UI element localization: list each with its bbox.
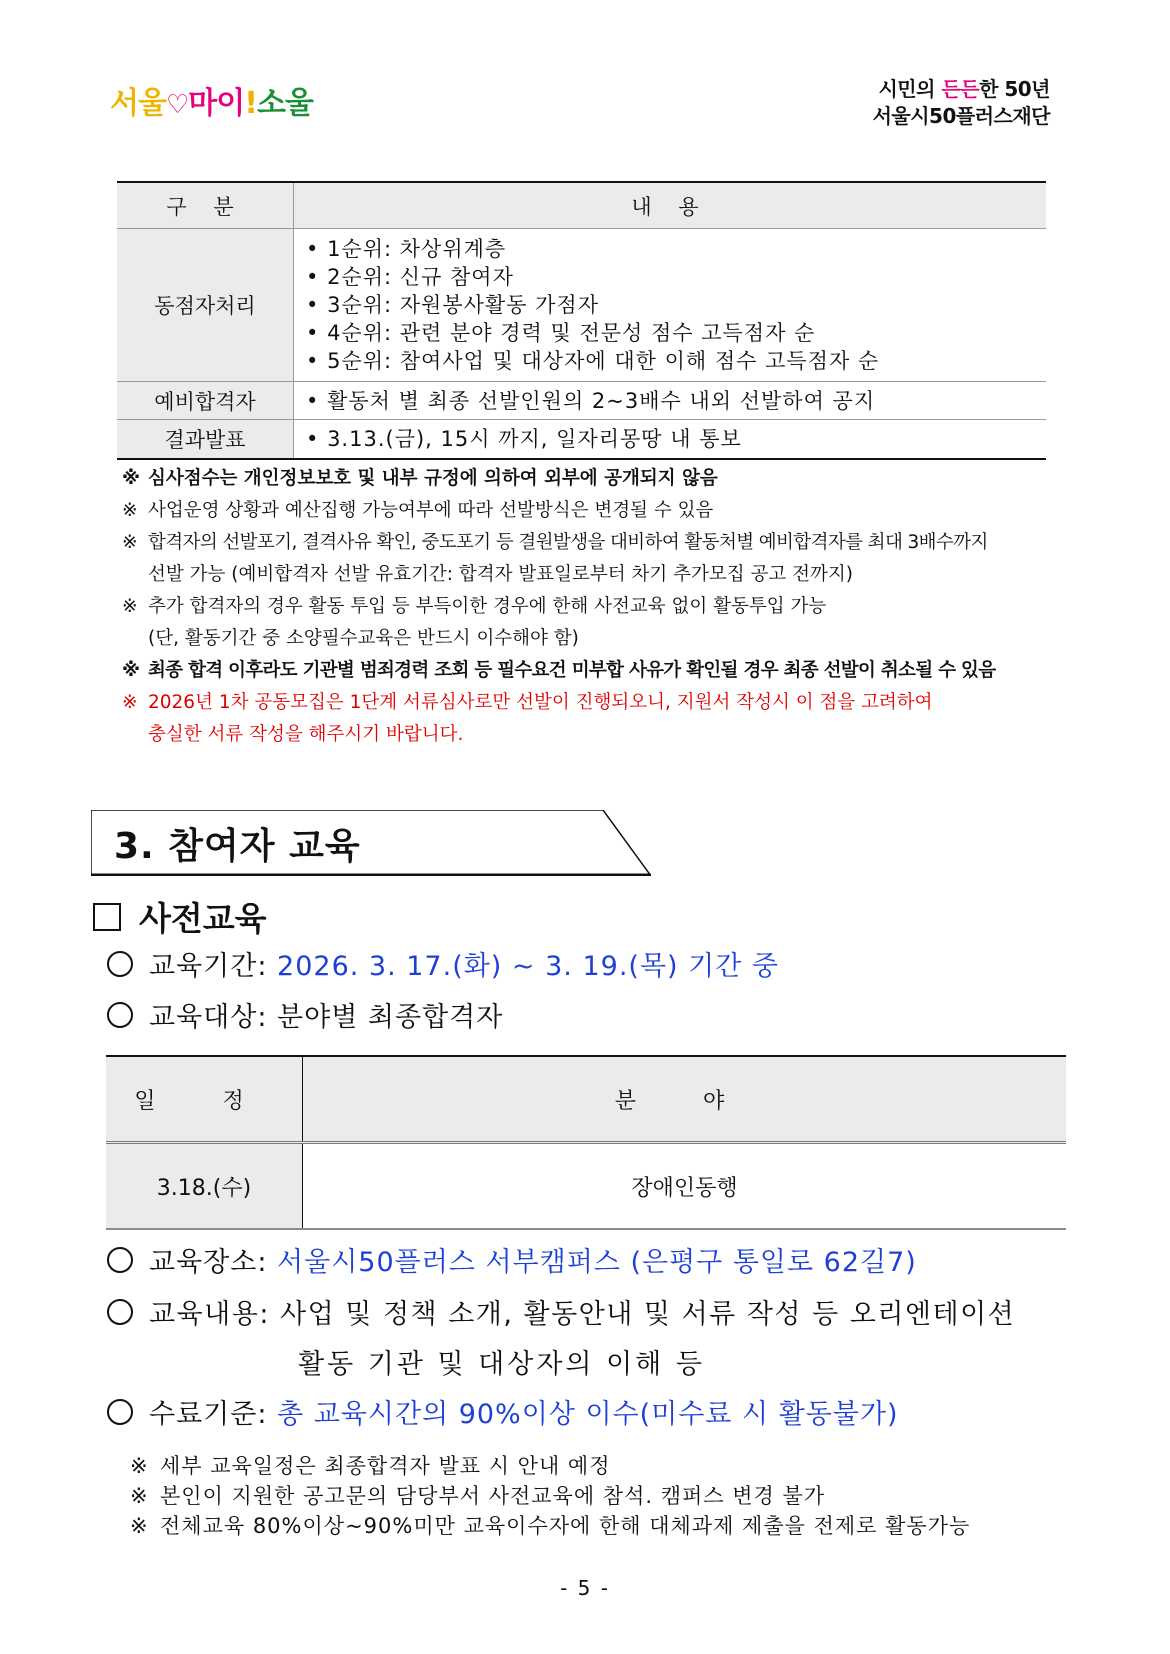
note-item: ※ 합격자의 선발포기, 결격사유 확인, 중도포기 등 결원발생을 대비하여 활동처별 예비합격자를 최대 3배수까지 선발 가능 (예비합격자 선발 유효기간: 합격자 발표일로부터 차기 추가모집 공고 전까지) (122, 532, 988, 585)
education-notes (130, 1451, 970, 1541)
education-place: 교육장소: 서울시50플러스 서부캠퍼스 (은평구 통일로 62길7) (107, 1240, 917, 1279)
section-title: 3. 참여자 교육 (114, 826, 361, 867)
schedule-field: 장애인동행 (303, 1143, 1067, 1230)
completion-criteria: 수료기준: 총 교육시간의 90%이상 이수(미수료 시 활동불가) (107, 1392, 899, 1431)
note-item: ※ 전체교육 80%이상~90%미만 교육이수자에 한해 대체과제 제출을 전제로 활동가능 (130, 1514, 971, 1538)
table-row (117, 420, 1046, 460)
schedule-date: 3.18.(수) (106, 1143, 303, 1230)
table-header-field: 분 야 (303, 1056, 1067, 1143)
education-period: 교육기간: 2026. 3. 17.(화) ~ 3. 19.(목) 기간 중 (107, 944, 779, 983)
subsection-title: 사전교육 (93, 893, 267, 940)
note-item: ※ 세부 교육일정은 최종합격자 발표 시 안내 예정 (130, 1454, 611, 1478)
education-target: 교육대상: 분야별 최종합격자 (107, 995, 503, 1034)
table-row (117, 229, 1046, 382)
note-item: ※ 추가 합격자의 경우 활동 투입 등 부득이한 경우에 한해 사전교육 없이 활동투입 가능 (단, 활동기간 중 소양필수교육은 반드시 이수해야 함) (122, 596, 827, 649)
table-row (117, 382, 1046, 420)
foundation-slogan: 시민의 든든한 50년 서울시50플러스재단 (872, 77, 1050, 128)
note-item: ※ 사업운영 상황과 예산집행 가능여부에 따라 선발방식은 변경될 수 있음 (122, 500, 714, 521)
note-item: ※ 본인이 지원한 공고문의 담당부서 사전교육에 참석. 캠퍼스 변경 불가 (130, 1484, 826, 1508)
education-schedule-table (106, 1055, 1066, 1230)
row-content: • 1순위: 차상위계층 • 2순위: 신규 참여자 • 3순위: 자원봉사활동 가점자 • 4순위: 관련 분야 경력 및 전문성 점수 고득점자 순 • 5순위: 참여사업 및 대상자에 대한 이해 점수 고득점자 순 (294, 229, 1047, 382)
note-item: ※ 심사점수는 개인정보보호 및 내부 규정에 의하여 외부에 공개되지 않음 (122, 468, 718, 489)
page-number: - 5 - (560, 1576, 610, 1600)
circle-bullet-icon (107, 1299, 133, 1325)
education-content: 교육내용: 사업 및 정책 소개, 활동안내 및 서류 작성 등 오리엔테이션 (107, 1292, 1015, 1331)
table-row (106, 1143, 1066, 1230)
row-label: 동점자처리 (117, 229, 294, 382)
row-content: • 3.13.(금), 15시 까지, 일자리몽땅 내 통보 (294, 420, 1047, 460)
circle-bullet-icon (107, 1399, 133, 1425)
circle-bullet-icon (107, 951, 133, 977)
row-content: • 활동처 별 최종 선발인원의 2~3배수 내외 선발하여 공지 (294, 382, 1047, 420)
table-header-schedule: 일 정 (106, 1056, 303, 1143)
circle-bullet-icon (107, 1002, 133, 1028)
row-label: 예비합격자 (117, 382, 294, 420)
selection-criteria-table (117, 181, 1046, 460)
note-item: ※ 2026년 1차 공동모집은 1단계 서류심사로만 선발이 진행되오니, 지원서 작성시 이 점을 고려하여 충실한 서류 작성을 해주시기 바랍니다. (122, 692, 933, 745)
table-header-category: 구 분 (117, 182, 294, 229)
table-header-content: 내 용 (294, 182, 1047, 229)
education-content-cont: 활동 기관 및 대상자의 이해 등 (298, 1349, 705, 1380)
circle-bullet-icon (107, 1247, 133, 1273)
note-item: ※ 최종 합격 이후라도 기관별 범죄경력 조회 등 필수요건 미부합 사유가 확인될 경우 최종 선발이 취소될 수 있음 (122, 660, 996, 681)
row-label: 결과발표 (117, 420, 294, 460)
selection-notes (122, 463, 1082, 751)
square-bullet-icon (93, 903, 121, 931)
seoul-my-soul-logo: 서울♡마이!소울 (110, 86, 313, 121)
